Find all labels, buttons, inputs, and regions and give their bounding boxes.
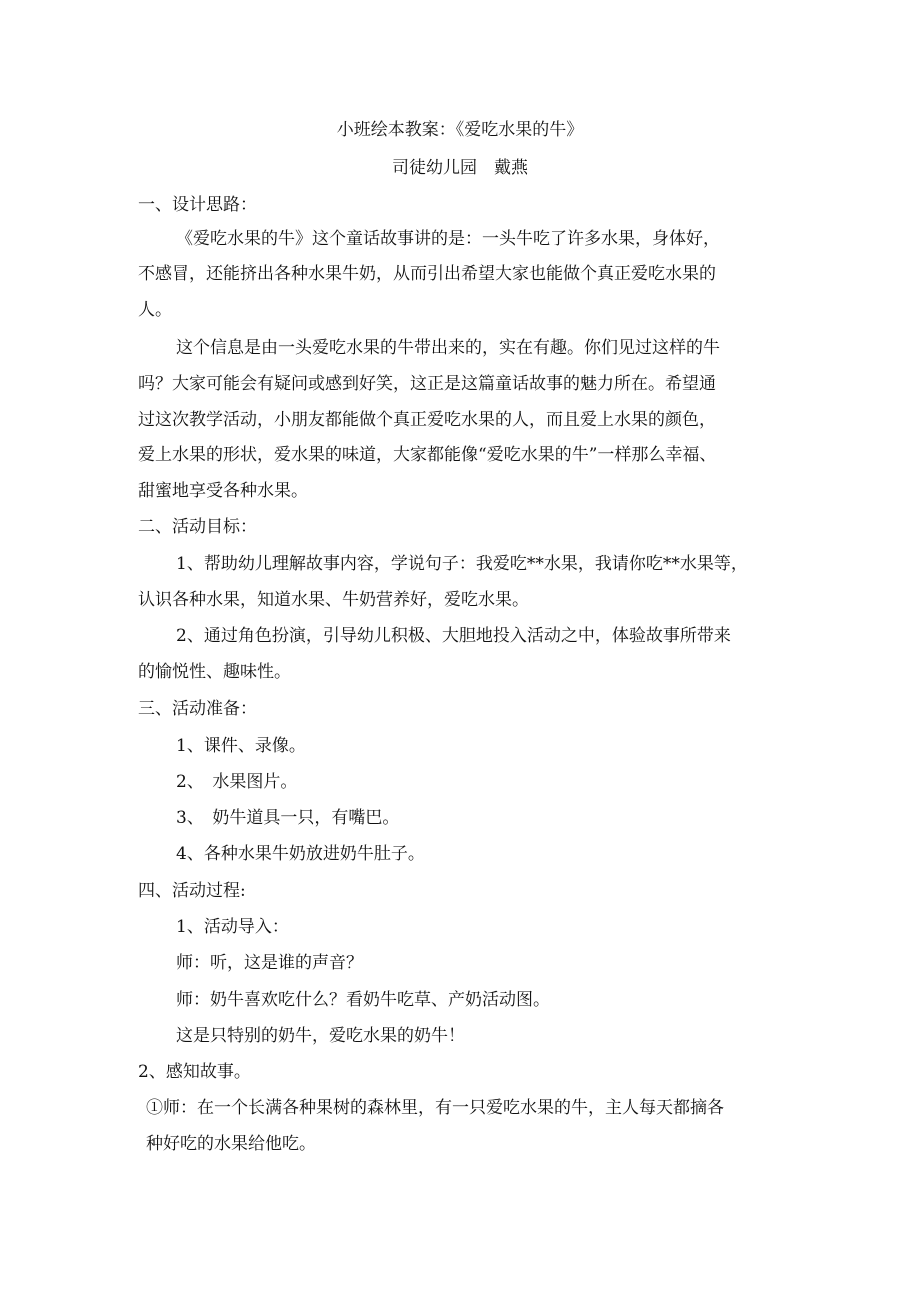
paragraph-line: ①师：在一个长满各种果树的森林里，有一只爱吃水果的牛，主人每天都摘各 [146,1098,724,1118]
paragraph-line: 过这次教学活动，小朋友都能做个真正爱吃水果的人，而且爱上水果的颜色， [138,410,716,430]
step2-heading: 2、感知故事。 [138,1062,251,1082]
paragraph-line: 人。 [138,300,172,320]
paragraph-line: 的愉悦性、趣味性。 [138,662,291,682]
list-item: 3、 奶牛道具一只，有嘴巴。 [176,808,400,828]
paragraph-line: 爱上水果的形状，爱水果的味道，大家都能像“爱吃水果的牛”一样那么幸福、 [138,445,717,465]
paragraph-line: 《爱吃水果的牛》这个童话故事讲的是：一头牛吃了许多水果，身体好， [176,229,720,249]
section-heading-design: 一、设计思路： [138,195,257,215]
paragraph-line: 2、通过角色扮演，引导幼儿积极、大胆地投入活动之中，体验故事所带来 [176,626,731,646]
section-heading-process: 四、活动过程: [138,881,246,901]
list-item: 2、 水果图片。 [176,772,298,792]
paragraph-line: 甜蜜地享受各种水果。 [138,481,308,501]
paragraph-line: 1、帮助幼儿理解故事内容，学说句子：我爱吃**水果，我请你吃**水果等， [176,554,748,574]
list-item: 这是只特别的奶牛，爱吃水果的奶牛！ [176,1026,465,1046]
list-item: 1、课件、录像。 [176,736,306,756]
paragraph-line: 不感冒，还能挤出各种水果牛奶，从而引出希望大家也能做个真正爱吃水果的 [138,264,716,284]
list-item: 师：奶牛喜欢吃什么？看奶牛吃草、产奶活动图。 [176,990,550,1010]
paragraph-line: 种好吃的水果给他吃。 [146,1134,316,1154]
list-item: 4、各种水果牛奶放进奶牛肚子。 [176,844,425,864]
document-author: 司徒幼儿园 戴燕 [392,158,528,178]
paragraph-line: 这个信息是由一头爱吃水果的牛带出来的，实在有趣。你们见过这样的牛 [176,338,720,358]
paragraph-line: 认识各种水果，知道水果、牛奶营养好，爱吃水果。 [138,590,529,610]
section-heading-preparation: 三、活动准备： [138,699,257,719]
paragraph-line: 吗？大家可能会有疑问或感到好笑，这正是这篇童话故事的魅力所在。希望通 [138,374,716,394]
document-title: 小班绘本教案：《爱吃水果的牛》 [336,120,584,140]
list-item: 1、活动导入： [176,917,289,937]
section-heading-goals: 二、活动目标： [138,517,257,537]
list-item: 师：听，这是谁的声音？ [176,953,363,973]
